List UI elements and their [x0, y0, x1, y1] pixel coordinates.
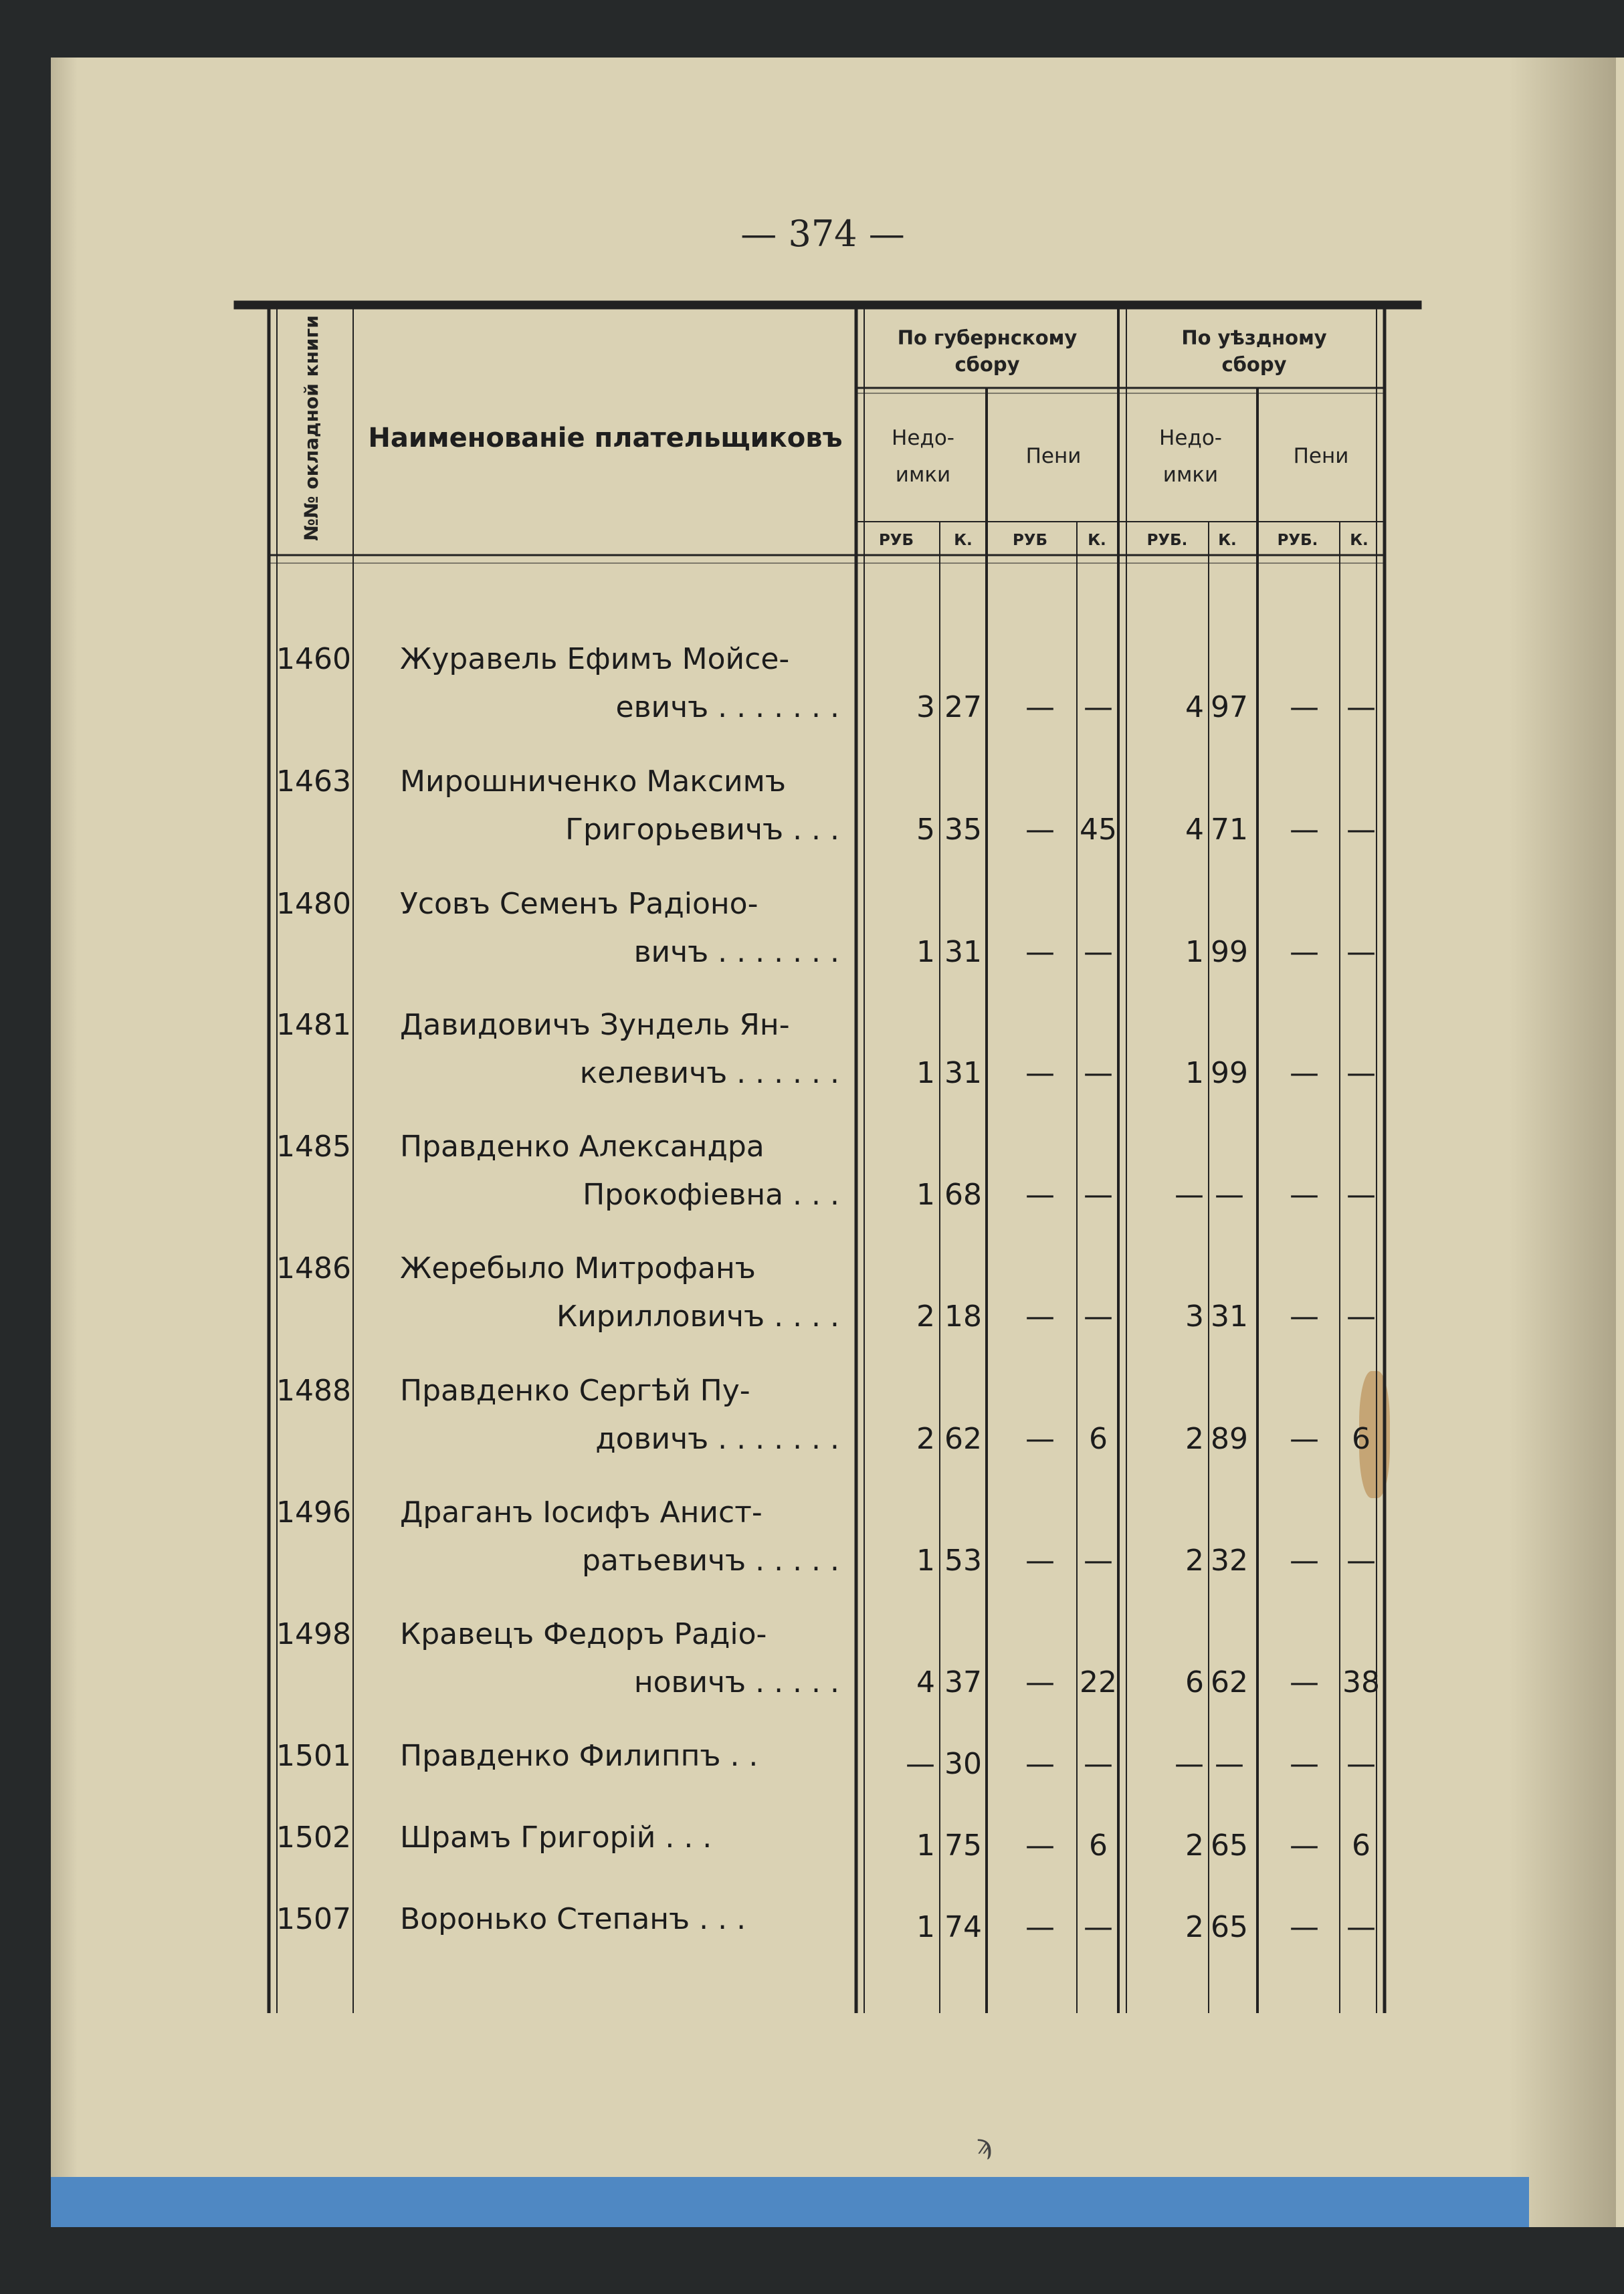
row-gub-pen-k: — [1084, 1910, 1113, 1944]
row-book-number: 1463 [276, 764, 351, 799]
row-gub-pen-r: — [1025, 935, 1055, 969]
row-gub-pen-r: — [1025, 1544, 1055, 1578]
table-body [276, 642, 1380, 1944]
row-uezd-ned-k: 89 [1211, 1422, 1248, 1456]
row-gub-pen-k: 6 [1089, 1422, 1108, 1456]
row-uezd-ned-k: 65 [1211, 1910, 1248, 1944]
row-gub-ned-k: 31 [944, 935, 982, 969]
row-gub-pen-k: — [1084, 1299, 1113, 1334]
row-gub-pen-k: — [1084, 1747, 1113, 1781]
row-gub-pen-r: — [1025, 813, 1055, 847]
unit-uezd-pen-k: К. [1350, 532, 1368, 549]
row-payer-name-line1: Правденко Александра [400, 1130, 765, 1164]
row-uezd-ned-k: — [1215, 1178, 1244, 1212]
row-gub-ned-k: 75 [944, 1829, 982, 1863]
row-payer-name-line2: Григорьевичъ . . . [565, 813, 839, 847]
unit-gub-pen-k: К. [1088, 532, 1106, 549]
row-uezd-ned-r: 1 [1185, 935, 1204, 969]
row-uezd-pen-r: — [1290, 1665, 1319, 1699]
row-uezd-pen-r: — [1290, 1422, 1319, 1456]
row-gub-ned-k: 18 [944, 1299, 982, 1334]
row-payer-name-line1: Давидовичъ Зундель Ян- [400, 1008, 790, 1042]
header-book-no: №№ окладной книги [300, 315, 322, 541]
row-gub-pen-r: — [1025, 1829, 1055, 1863]
row-book-number: 1485 [276, 1130, 351, 1164]
header-uezd-nedoimki-2: имки [1162, 463, 1219, 487]
row-uezd-pen-r: — [1290, 1178, 1319, 1212]
row-gub-ned-r: 1 [916, 1056, 935, 1090]
row-payer-name-line1: Воронько Степанъ . . . [400, 1902, 746, 1936]
header-gub-line1: По губернскому [897, 326, 1078, 349]
row-payer-name-line1: Мирошниченко Максимъ [400, 764, 786, 799]
row-uezd-ned-r: 2 [1185, 1422, 1204, 1456]
row-gub-pen-r: — [1025, 1178, 1055, 1212]
row-payer-name-line1: Шрамъ Григорій . . . [400, 1820, 712, 1855]
row-payer-name-line1: Правденко Филиппъ . . [400, 1739, 758, 1773]
row-payer-name-line1: Жеребыло Митрофанъ [400, 1251, 756, 1285]
row-uezd-pen-k: 38 [1342, 1665, 1380, 1699]
row-payer-name-line1: Драганъ Іосифъ Анист- [400, 1495, 763, 1530]
row-uezd-pen-k: 6 [1352, 1422, 1371, 1456]
row-uezd-ned-r: 2 [1185, 1544, 1204, 1578]
unit-uezd-ned-rub: РУБ. [1146, 532, 1188, 549]
row-uezd-ned-r: 1 [1185, 1056, 1204, 1090]
row-payer-name-line1: Журавель Ефимъ Мойсе- [400, 642, 790, 676]
row-uezd-ned-r: 3 [1185, 1299, 1204, 1334]
header-uezd-line1: По уѣздному [1181, 326, 1327, 349]
row-uezd-ned-r: — [1175, 1747, 1204, 1781]
row-book-number: 1480 [276, 887, 351, 921]
printer-mark: ϡ [977, 2129, 993, 2160]
row-gub-ned-r: 1 [916, 1544, 935, 1578]
row-uezd-ned-r: 4 [1185, 690, 1204, 724]
row-uezd-ned-r: 4 [1185, 813, 1204, 847]
row-gub-pen-k: — [1084, 935, 1113, 969]
row-payer-name-line2: келевичъ . . . . . . [579, 1056, 839, 1090]
row-gub-ned-k: 37 [944, 1665, 982, 1699]
row-uezd-pen-k: — [1346, 1178, 1376, 1212]
row-book-number: 1486 [276, 1251, 351, 1285]
row-gub-ned-r: 2 [916, 1422, 935, 1456]
unit-gub-ned-rub: РУБ [878, 532, 914, 549]
header-uezd-nedoimki-1: Недо- [1159, 426, 1222, 450]
row-gub-ned-k: 30 [944, 1747, 982, 1781]
row-uezd-ned-k: 71 [1211, 813, 1248, 847]
row-gub-pen-r: — [1025, 1299, 1055, 1334]
row-gub-ned-k: 53 [944, 1544, 982, 1578]
header-gub-nedoimki-2: имки [895, 463, 951, 487]
row-book-number: 1488 [276, 1374, 351, 1408]
row-payer-name-line2: евичъ . . . . . . . [615, 690, 839, 724]
row-uezd-pen-r: — [1290, 1299, 1319, 1334]
row-gub-ned-r: — [906, 1747, 935, 1781]
row-payer-name-line2: вичъ . . . . . . . [633, 935, 839, 969]
row-gub-ned-r: 1 [916, 1829, 935, 1863]
row-uezd-ned-k: 99 [1211, 935, 1248, 969]
row-gub-pen-r: — [1025, 690, 1055, 724]
row-gub-pen-r: — [1025, 1422, 1055, 1456]
unit-gub-ned-k: К. [954, 532, 973, 549]
row-book-number: 1496 [276, 1495, 351, 1530]
row-book-number: 1507 [276, 1902, 351, 1936]
row-uezd-ned-r: 6 [1185, 1665, 1204, 1699]
row-uezd-pen-k: — [1346, 813, 1376, 847]
row-book-number: 1498 [276, 1617, 351, 1651]
unit-gub-pen-rub: РУБ [1012, 532, 1048, 549]
table-top-rule [234, 301, 1421, 309]
row-payer-name-line1: Правденко Сергѣй Пу- [400, 1374, 750, 1408]
row-gub-pen-k: — [1084, 690, 1113, 724]
row-gub-pen-k: 45 [1080, 813, 1117, 847]
row-payer-name-line2: Прокофіевна . . . [583, 1178, 839, 1212]
header-gub-peni: Пени [1025, 444, 1082, 468]
row-uezd-pen-r: — [1290, 935, 1319, 969]
row-gub-pen-r: — [1025, 1665, 1055, 1699]
header-gub-line2: сбору [954, 353, 1020, 376]
row-uezd-pen-r: — [1290, 1747, 1319, 1781]
page-number: — 374 — [740, 213, 905, 255]
row-uezd-pen-r: — [1290, 1910, 1319, 1944]
row-uezd-pen-r: — [1290, 1544, 1319, 1578]
row-payer-name-line1: Усовъ Семенъ Радіоно- [400, 887, 758, 921]
header-uezd-peni: Пени [1293, 444, 1349, 468]
row-book-number: 1501 [276, 1739, 351, 1773]
unit-uezd-ned-k: К. [1218, 532, 1237, 549]
row-uezd-pen-r: — [1290, 813, 1319, 847]
row-gub-pen-r: — [1025, 1910, 1055, 1944]
row-gub-ned-k: 68 [944, 1178, 982, 1212]
row-uezd-ned-k: 65 [1211, 1829, 1248, 1863]
unit-uezd-pen-rub: РУБ. [1277, 532, 1318, 549]
row-uezd-pen-k: 6 [1352, 1829, 1371, 1863]
row-uezd-pen-r: — [1290, 690, 1319, 724]
row-gub-pen-k: 22 [1080, 1665, 1117, 1699]
row-gub-pen-k: — [1084, 1544, 1113, 1578]
row-gub-pen-k: — [1084, 1178, 1113, 1212]
row-gub-ned-r: 1 [916, 1178, 935, 1212]
row-uezd-pen-k: — [1346, 1056, 1376, 1090]
row-payer-name-line1: Кравецъ Федоръ Радіо- [400, 1617, 767, 1651]
row-gub-ned-k: 35 [944, 813, 982, 847]
header-uezd-line2: сбору [1221, 353, 1287, 376]
row-gub-ned-r: 3 [916, 690, 935, 724]
row-uezd-ned-k: 32 [1211, 1544, 1248, 1578]
header-name: Наименованіе плательщиковъ [368, 423, 843, 453]
row-uezd-pen-k: — [1346, 1299, 1376, 1334]
row-book-number: 1460 [276, 642, 351, 676]
row-gub-ned-k: 74 [944, 1910, 982, 1944]
row-gub-ned-r: 5 [916, 813, 935, 847]
row-gub-pen-k: 6 [1089, 1829, 1108, 1863]
row-uezd-pen-r: — [1290, 1056, 1319, 1090]
row-uezd-pen-k: — [1346, 690, 1376, 724]
row-uezd-pen-k: — [1346, 1910, 1376, 1944]
header-gub-nedoimki-1: Недо- [892, 426, 954, 450]
row-uezd-ned-k: 99 [1211, 1056, 1248, 1090]
row-gub-ned-k: 27 [944, 690, 982, 724]
row-payer-name-line2: новичъ . . . . . [633, 1665, 839, 1699]
row-gub-ned-r: 2 [916, 1299, 935, 1334]
row-uezd-ned-r: 2 [1185, 1910, 1204, 1944]
row-payer-name-line2: ратьевичъ . . . . . [582, 1544, 839, 1578]
row-gub-pen-r: — [1025, 1747, 1055, 1781]
row-uezd-ned-k: 62 [1211, 1665, 1248, 1699]
row-uezd-pen-r: — [1290, 1829, 1319, 1863]
row-book-number: 1502 [276, 1820, 351, 1855]
row-uezd-ned-k: 97 [1211, 690, 1248, 724]
row-gub-ned-k: 31 [944, 1056, 982, 1090]
row-gub-pen-k: — [1084, 1056, 1113, 1090]
row-uezd-pen-k: — [1346, 1747, 1376, 1781]
row-book-number: 1481 [276, 1008, 351, 1042]
row-uezd-ned-r: — [1175, 1178, 1204, 1212]
row-uezd-ned-k: — [1215, 1747, 1244, 1781]
row-uezd-ned-r: 2 [1185, 1829, 1204, 1863]
row-payer-name-line2: Кирилловичъ . . . . [556, 1299, 839, 1334]
row-uezd-ned-k: 31 [1211, 1299, 1248, 1334]
row-payer-name-line2: довичъ . . . . . . . [595, 1422, 839, 1456]
row-uezd-pen-k: — [1346, 935, 1376, 969]
row-uezd-pen-k: — [1346, 1544, 1376, 1578]
row-gub-ned-r: 4 [916, 1665, 935, 1699]
row-gub-ned-k: 62 [944, 1422, 982, 1456]
row-gub-pen-r: — [1025, 1056, 1055, 1090]
row-gub-ned-r: 1 [916, 1910, 935, 1944]
row-gub-ned-r: 1 [916, 935, 935, 969]
